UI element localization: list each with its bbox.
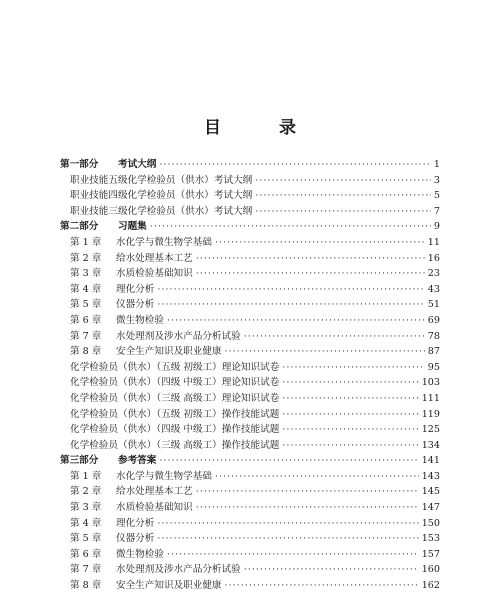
toc-page-number: 11 — [427, 236, 440, 248]
toc-page-number: 9 — [433, 221, 440, 233]
toc-part-entry[interactable] — [60, 219, 440, 235]
toc-entry-label: 水处理剂及涉水产品分析试验 — [116, 330, 241, 342]
toc-leader-dots — [167, 547, 419, 563]
toc-page-number: 145 — [421, 486, 440, 498]
toc-leader-dots — [196, 484, 419, 500]
toc-chapter-number: 第 6 章 — [70, 548, 102, 560]
toc-entry-label: 考试大纲 — [118, 159, 157, 170]
toc-entry-label: 安全生产知识及职业健康 — [116, 580, 222, 592]
toc-leader-dots — [215, 469, 419, 485]
toc-entry-label: 理化分析 — [116, 517, 155, 529]
toc-leader-dots — [157, 516, 418, 532]
toc-section-entry[interactable] — [60, 204, 440, 220]
toc-leader-dots — [159, 157, 431, 173]
toc-entry-label: 化学检验员（供水）（五级 初级工）理论知识试卷 — [70, 361, 280, 373]
toc-page-number: 119 — [421, 408, 440, 420]
toc-leader-dots — [225, 344, 425, 360]
toc-chapter-entry[interactable] — [60, 578, 440, 594]
toc-page-number: 160 — [421, 564, 440, 576]
toc-chapter-number: 第 4 章 — [70, 517, 102, 529]
toc-chapter-entry[interactable] — [60, 235, 440, 251]
toc-leader-dots — [167, 313, 425, 329]
toc-entry-label: 仪器分析 — [116, 533, 155, 545]
toc-leader-dots — [255, 173, 431, 189]
toc-page-number: 134 — [421, 439, 440, 451]
toc-chapter-number: 第 5 章 — [70, 533, 102, 545]
toc-page-number: 103 — [421, 377, 440, 389]
toc-leader-dots — [244, 329, 425, 345]
toc-page-number: 143 — [421, 470, 440, 482]
toc-section-entry[interactable] — [60, 407, 440, 423]
toc-section-entry[interactable] — [60, 173, 440, 189]
toc-part-number: 第一部分 — [60, 159, 99, 170]
toc-entry-label: 微生物检验 — [116, 314, 164, 326]
toc-chapter-entry[interactable] — [60, 469, 440, 485]
toc-leader-dots — [157, 531, 418, 547]
toc-leader-dots — [215, 235, 425, 251]
toc-part-entry[interactable] — [60, 157, 440, 173]
toc-part-number: 第三部分 — [60, 455, 99, 467]
toc-leader-dots — [244, 562, 419, 578]
toc-section-entry[interactable] — [60, 422, 440, 438]
toc-chapter-number: 第 3 章 — [70, 268, 102, 280]
toc-chapter-number: 第 6 章 — [70, 314, 102, 326]
toc-page-number: 5 — [433, 190, 440, 202]
toc-chapter-number: 第 2 章 — [70, 252, 102, 264]
toc-entry-label: 安全生产知识及职业健康 — [116, 346, 222, 358]
toc-entry-label: 仪器分析 — [116, 299, 155, 311]
toc-leader-dots — [157, 297, 424, 313]
toc-chapter-entry[interactable] — [60, 251, 440, 267]
toc-chapter-number: 第 3 章 — [70, 502, 102, 514]
toc-chapter-entry[interactable] — [60, 516, 440, 532]
toc-entry-label: 理化分析 — [116, 283, 155, 295]
toc-page-number: 157 — [421, 548, 440, 560]
toc-leader-dots — [196, 500, 419, 516]
toc-entry-label: 微生物检验 — [116, 548, 164, 560]
toc-page-number: 7 — [433, 205, 440, 217]
toc-page-number: 3 — [433, 174, 440, 186]
toc-leader-dots — [150, 219, 431, 235]
toc-page-number: 162 — [421, 580, 440, 592]
toc-entry-label: 化学检验员（供水）（五级 初级工）操作技能试题 — [70, 408, 280, 420]
toc-page-number: 153 — [421, 533, 440, 545]
toc-chapter-entry[interactable] — [60, 282, 440, 298]
toc-leader-dots — [255, 204, 431, 220]
toc-entry-label: 习题集 — [118, 221, 147, 233]
toc-leader-dots — [282, 438, 418, 454]
toc-leader-dots — [282, 375, 418, 391]
toc-chapter-number: 第 1 章 — [70, 470, 102, 482]
toc-section-entry[interactable] — [60, 438, 440, 454]
toc-page-number: 111 — [421, 392, 440, 404]
toc-leader-dots — [282, 407, 418, 423]
toc-page-number: 78 — [427, 330, 440, 342]
toc-entry-label: 职业技能五级化学检验员（供水）考试大纲 — [70, 174, 253, 186]
toc-chapter-entry[interactable] — [60, 329, 440, 345]
toc-chapter-number: 第 1 章 — [70, 236, 102, 248]
table-of-contents — [60, 157, 440, 594]
toc-entry-label: 水质检验基础知识 — [116, 268, 193, 280]
toc-entry-label: 给水处理基本工艺 — [116, 486, 193, 498]
toc-leader-dots — [159, 453, 418, 469]
toc-chapter-entry[interactable] — [60, 562, 440, 578]
toc-page-number: 150 — [421, 517, 440, 529]
toc-chapter-number: 第 8 章 — [70, 346, 102, 358]
toc-leader-dots — [282, 360, 424, 376]
toc-entry-label: 给水处理基本工艺 — [116, 252, 193, 264]
toc-chapter-number: 第 5 章 — [70, 299, 102, 311]
toc-page-number: 23 — [427, 268, 440, 280]
toc-page-number: 147 — [421, 502, 440, 514]
toc-chapter-entry[interactable] — [60, 484, 440, 500]
toc-page-number: 69 — [427, 314, 440, 326]
toc-part-entry[interactable] — [60, 453, 440, 469]
toc-chapter-number: 第 2 章 — [70, 486, 102, 498]
toc-chapter-entry[interactable] — [60, 531, 440, 547]
toc-leader-dots — [196, 266, 425, 282]
toc-section-entry[interactable] — [60, 375, 440, 391]
toc-page-number: 16 — [427, 252, 440, 264]
toc-leader-dots — [282, 422, 418, 438]
toc-chapter-entry[interactable] — [60, 266, 440, 282]
toc-leader-dots — [255, 188, 431, 204]
toc-entry-label: 化学检验员（供水）（三级 高级工）理论知识试卷 — [70, 392, 280, 404]
toc-entry-label: 化学检验员（供水）（三级 高级工）操作技能试题 — [70, 439, 280, 451]
toc-part-number: 第二部分 — [60, 221, 99, 233]
toc-chapter-number: 第 7 章 — [70, 564, 102, 576]
toc-page-number: 141 — [421, 455, 440, 467]
toc-entry-label: 职业技能三级化学检验员（供水）考试大纲 — [70, 205, 253, 217]
toc-entry-label: 水化学与微生物学基础 — [116, 236, 212, 248]
toc-leader-dots — [157, 282, 424, 298]
toc-chapter-entry[interactable] — [60, 297, 440, 313]
toc-chapter-entry[interactable] — [60, 500, 440, 516]
toc-leader-dots — [282, 391, 418, 407]
toc-chapter-entry[interactable] — [60, 344, 440, 360]
toc-entry-label: 水处理剂及涉水产品分析试验 — [116, 564, 241, 576]
toc-entry-label: 职业技能四级化学检验员（供水）考试大纲 — [70, 190, 253, 202]
toc-chapter-number: 第 4 章 — [70, 283, 102, 295]
toc-entry-label: 化学检验员（供水）（四级 中级工）理论知识试卷 — [70, 377, 280, 389]
toc-leader-dots — [196, 251, 425, 267]
toc-page-number: 95 — [427, 361, 440, 373]
toc-page-number: 51 — [427, 299, 440, 311]
toc-page-number: 43 — [427, 283, 440, 295]
toc-page-number: 125 — [421, 424, 440, 436]
toc-chapter-number: 第 8 章 — [70, 580, 102, 592]
toc-section-entry[interactable] — [60, 360, 440, 376]
toc-chapter-entry[interactable] — [60, 547, 440, 563]
toc-chapter-number: 第 7 章 — [70, 330, 102, 342]
toc-entry-label: 水质检验基础知识 — [116, 502, 193, 514]
toc-page-number: 87 — [427, 346, 440, 358]
toc-section-entry[interactable] — [60, 391, 440, 407]
toc-chapter-entry[interactable] — [60, 313, 440, 329]
toc-entry-label: 化学检验员（供水）（四级 中级工）操作技能试题 — [70, 424, 280, 436]
toc-leader-dots — [225, 578, 419, 594]
toc-page-number: 1 — [433, 159, 440, 170]
toc-section-entry[interactable] — [60, 188, 440, 204]
toc-entry-label: 参考答案 — [118, 455, 157, 467]
page-title: 目 录 — [204, 118, 322, 138]
toc-entry-label: 水化学与微生物学基础 — [116, 470, 212, 482]
